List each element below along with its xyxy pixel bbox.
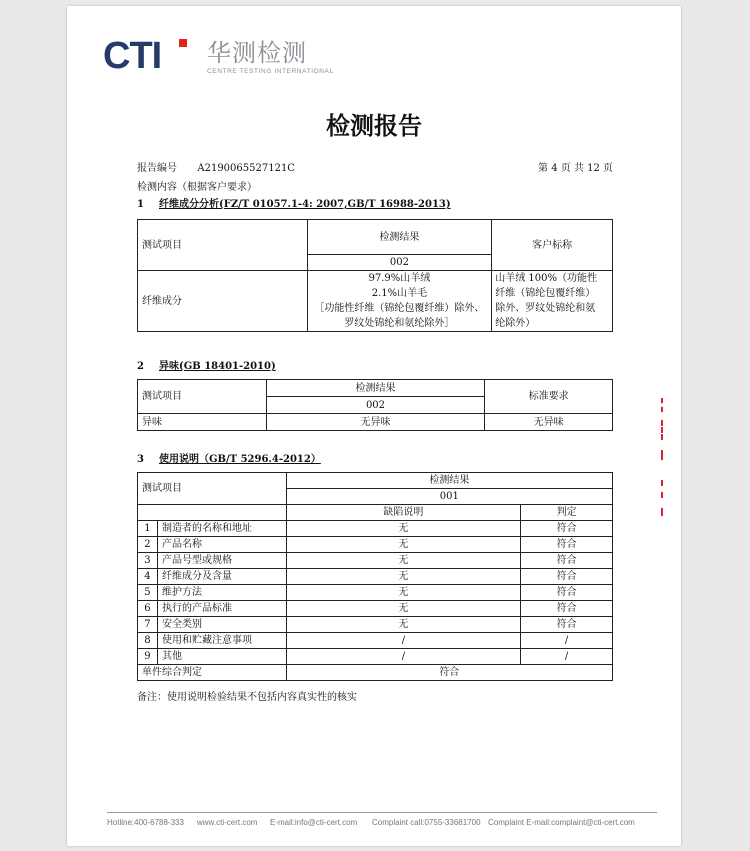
seal-mark bbox=[661, 420, 669, 440]
row-number: 3 bbox=[138, 553, 158, 569]
section3-standard: （GB/T 5296.4-2012） bbox=[199, 454, 321, 465]
report-number-label: 报告编号 bbox=[137, 163, 177, 174]
row-defect: 无 bbox=[286, 601, 520, 617]
logo-cti-text: CTI bbox=[103, 35, 162, 77]
section1-number: 1 bbox=[137, 199, 144, 210]
section1-standard: (FZ/T 01057.1-4: 2007,GB/T 16988-2013) bbox=[219, 199, 451, 210]
report-page bbox=[67, 6, 681, 846]
result-line: 罗纹处锦纶和氨纶除外］ bbox=[344, 318, 455, 329]
col-header-result: 检测结果 bbox=[307, 220, 492, 255]
section1-heading bbox=[137, 195, 451, 210]
footer-complaint-call: Complaint call:0755-33681700 bbox=[372, 818, 481, 827]
seal-mark bbox=[661, 398, 669, 412]
row-defect: 无 bbox=[286, 553, 520, 569]
odor-requirement: 无异味 bbox=[485, 414, 613, 431]
table-row bbox=[138, 521, 613, 537]
row-label-odor: 异味 bbox=[138, 414, 267, 431]
logo-red-dot bbox=[179, 39, 187, 47]
row-number: 6 bbox=[138, 601, 158, 617]
section3-number: 3 bbox=[137, 454, 144, 465]
section1-title: 纤维成分分析(FZ/T 01057.1-4: 2007,GB/T 16988-2013) bbox=[159, 199, 451, 210]
row-number: 2 bbox=[138, 537, 158, 553]
col-header-defect: 缺陷说明 bbox=[286, 505, 520, 521]
row-defect: / bbox=[286, 633, 520, 649]
row-item: 纤维成分及含量 bbox=[157, 569, 286, 585]
col-header-item: 测试项目 bbox=[138, 220, 308, 271]
row-judgement: / bbox=[521, 649, 613, 665]
result-line: ［功能性纤维（锦纶包覆纤维）除外、 bbox=[314, 303, 485, 314]
row-judgement: 符合 bbox=[521, 537, 613, 553]
footer-hotline: Hotline:400-6788-333 bbox=[107, 818, 184, 827]
report-number bbox=[137, 159, 295, 174]
row-judgement: / bbox=[521, 633, 613, 649]
logo-english-name: CENTRE TESTING INTERNATIONAL bbox=[207, 68, 334, 75]
row-item: 产品号型或规格 bbox=[157, 553, 286, 569]
section3-heading bbox=[137, 450, 321, 465]
fiber-result-cell bbox=[307, 271, 492, 332]
row-item: 安全类别 bbox=[157, 617, 286, 633]
row-defect: 无 bbox=[286, 617, 520, 633]
row-judgement: 符合 bbox=[521, 617, 613, 633]
footer-website[interactable]: www.cti-cert.com bbox=[197, 818, 258, 827]
instructions-table bbox=[137, 472, 613, 681]
page-indicator: 第 4 页 共 12 页 bbox=[538, 163, 613, 174]
row-item: 产品名称 bbox=[157, 537, 286, 553]
content-label: 检测内容（根据客户要求） bbox=[137, 182, 257, 193]
col-header-item: 测试项目 bbox=[138, 380, 267, 414]
footer-divider bbox=[107, 812, 657, 813]
logo-chinese-name: 华测检测 bbox=[207, 39, 307, 67]
table-row bbox=[138, 617, 613, 633]
result-line: 97.9%山羊绒 bbox=[368, 273, 431, 284]
row-number: 4 bbox=[138, 569, 158, 585]
col-header-judgement: 判定 bbox=[521, 505, 613, 521]
result-line: 2.1%山羊毛 bbox=[371, 288, 428, 299]
overall-judgement-value: 符合 bbox=[286, 665, 612, 681]
table-row bbox=[138, 633, 613, 649]
section2-title: 异味(GB 18401-2010) bbox=[159, 361, 276, 372]
col-header-sample: 002 bbox=[307, 255, 492, 271]
row-number: 5 bbox=[138, 585, 158, 601]
seal-mark bbox=[661, 508, 669, 516]
table-row bbox=[138, 553, 613, 569]
table-row bbox=[138, 649, 613, 665]
col-header-sample: 002 bbox=[266, 397, 485, 414]
overall-judgement-label: 单件综合判定 bbox=[138, 665, 287, 681]
row-number: 7 bbox=[138, 617, 158, 633]
section3-title: 使用说明（GB/T 5296.4-2012） bbox=[159, 454, 321, 465]
row-item: 维护方法 bbox=[157, 585, 286, 601]
row-defect: 无 bbox=[286, 585, 520, 601]
client-line: 纤维（锦纶包覆纤维） bbox=[495, 288, 596, 299]
section2-number: 2 bbox=[137, 361, 144, 372]
col-header-result: 检测结果 bbox=[286, 473, 612, 489]
report-number-value: A2190065527121C bbox=[197, 163, 295, 174]
table-row bbox=[138, 537, 613, 553]
row-label-fiber: 纤维成分 bbox=[138, 271, 308, 332]
client-line: 纶除外） bbox=[495, 318, 536, 329]
instructions-rows bbox=[138, 521, 613, 665]
row-item: 制造者的名称和地址 bbox=[157, 521, 286, 537]
row-item: 执行的产品标准 bbox=[157, 601, 286, 617]
client-line: 山羊绒 100%（功能性 bbox=[495, 273, 597, 284]
fiber-composition-table bbox=[137, 219, 613, 332]
row-judgement: 符合 bbox=[521, 585, 613, 601]
row-defect: / bbox=[286, 649, 520, 665]
row-number: 9 bbox=[138, 649, 158, 665]
section2-heading bbox=[137, 357, 276, 372]
col-header-sample: 001 bbox=[286, 489, 612, 505]
section2-standard: (GB 18401-2010) bbox=[179, 361, 276, 372]
client-line: 除外、罗纹处锦纶和氨 bbox=[495, 303, 596, 314]
row-judgement: 符合 bbox=[521, 553, 613, 569]
row-judgement: 符合 bbox=[521, 521, 613, 537]
seal-mark bbox=[661, 480, 669, 498]
col-header-client: 客户标称 bbox=[492, 220, 613, 271]
row-defect: 无 bbox=[286, 537, 520, 553]
col-header-requirement: 标准要求 bbox=[485, 380, 613, 414]
table-row bbox=[138, 569, 613, 585]
table-row bbox=[138, 585, 613, 601]
odor-table bbox=[137, 379, 613, 431]
row-defect: 无 bbox=[286, 521, 520, 537]
row-number: 1 bbox=[138, 521, 158, 537]
row-item: 使用和贮藏注意事项 bbox=[157, 633, 286, 649]
row-judgement: 符合 bbox=[521, 569, 613, 585]
remark: 备注：使用说明检验结果不包括内容真实性的核实 bbox=[137, 692, 357, 703]
col-header-blank bbox=[138, 505, 287, 521]
odor-result: 无异味 bbox=[266, 414, 485, 431]
col-header-item: 测试项目 bbox=[138, 473, 287, 505]
row-defect: 无 bbox=[286, 569, 520, 585]
table-row bbox=[138, 601, 613, 617]
footer-complaint-email[interactable]: Complaint E-mail:complaint@cti-cert.com bbox=[488, 818, 635, 827]
client-label-cell bbox=[492, 271, 613, 332]
row-judgement: 符合 bbox=[521, 601, 613, 617]
page-title: 检测报告 bbox=[326, 112, 422, 140]
col-header-result: 检测结果 bbox=[266, 380, 485, 397]
seal-mark bbox=[661, 450, 669, 460]
row-number: 8 bbox=[138, 633, 158, 649]
footer-email[interactable]: E-mail:info@cti-cert.com bbox=[270, 818, 358, 827]
row-item: 其他 bbox=[157, 649, 286, 665]
